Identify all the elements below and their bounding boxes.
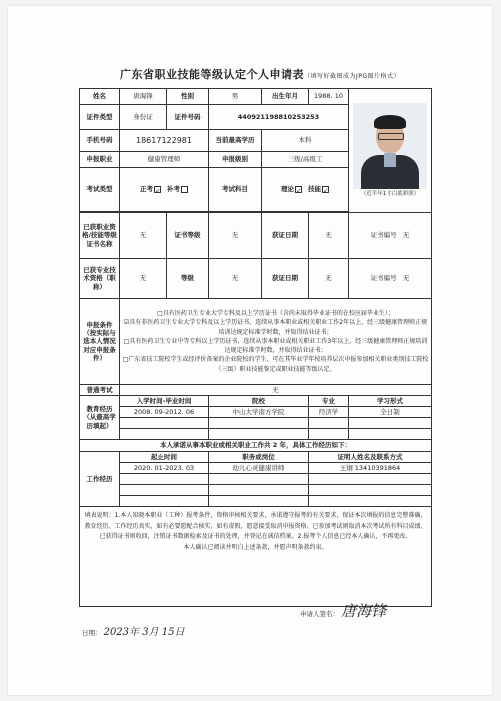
value-cert-no: 无 <box>402 231 410 240</box>
label-id-no: 证件号码 <box>167 105 209 130</box>
label-apply-level: 申报级别 <box>209 152 262 168</box>
date-label: 日期： <box>82 629 102 637</box>
work-post: 幼儿心灵健康讲师 <box>209 463 309 474</box>
value-cert-level: 无 <box>209 213 262 259</box>
value-prof-issue-date: 无 <box>309 259 349 299</box>
row-work-header <box>80 452 432 463</box>
condition-3[interactable]: □具有医药卫生专业中等专科以上学历证书，连续从事本职业或相关职业工作3年以上，经三级健康管理师正规培训达规定标准学时数，并取得结业证书； <box>123 337 428 355</box>
work-time: 2020. 01-2023. 03 <box>120 463 209 474</box>
checkbox-makeup[interactable] <box>181 186 188 193</box>
value-id-type: 身份证 <box>120 105 167 130</box>
label-id-type: 证件类型 <box>80 105 120 130</box>
row-work-4 <box>80 496 432 507</box>
label-phone: 手机号码 <box>80 130 120 152</box>
prof-cert-no-cell <box>349 259 432 299</box>
option-regular[interactable] <box>140 185 161 193</box>
applicant-sign-area <box>300 600 386 621</box>
confirm-text: 本人确认已阅读并明白上述条款，并愿声明条款约束。 <box>183 543 328 551</box>
date-value: 2023年 3月 15日 <box>103 627 185 638</box>
label-edu-history: 教育经历（从最高学历填起） <box>80 396 120 440</box>
row-edu-2 <box>80 418 432 429</box>
row-work-statement <box>80 440 432 452</box>
option-theory[interactable] <box>281 185 302 193</box>
value-prof-cert-no: 无 <box>402 274 410 283</box>
edu-header-time: 入学时间-毕业时间 <box>120 396 209 407</box>
applicant-sign-label: 申请人签名： <box>300 610 339 618</box>
row-edu-1 <box>80 407 432 418</box>
label-exam-subject: 考试科目 <box>209 168 262 212</box>
option-skill[interactable] <box>308 185 329 193</box>
row-general-exam <box>80 385 432 396</box>
edu-form: 全日制 <box>349 407 432 418</box>
label-general-exam: 普通考试 <box>80 385 120 396</box>
value-gender: 男 <box>209 89 262 105</box>
value-birth: 1988. 10 <box>309 89 349 105</box>
row-obtained-cert <box>80 213 432 259</box>
option-regular-label: 正考 <box>139 185 153 194</box>
label-work-history: 工作经历 <box>80 452 120 507</box>
row-edu-header <box>80 396 432 407</box>
label-prof-cert-no: 证书编号 <box>370 274 397 283</box>
form-title-text: 广东省职业技能等级认定个人申请表 <box>119 68 304 81</box>
option-theory-label: 理论 <box>280 185 294 194</box>
row-conditions <box>80 299 432 385</box>
applicant-signature: 唐海锋 <box>341 602 387 620</box>
form-title <box>70 66 450 82</box>
edu-time: 2008. 09-2012. 06 <box>120 407 209 418</box>
notice-text: 填表说明：1.本人知晓本职业（工种）报考条件，资格审核相关要求，承诺遵守报考的有关要求，保证本次填报的信息完整准确，教育经历、工作经历真实，如有必要愿配合核实，如有虚假，愿意接受取消申报资格、已参加考试则取消本次考试所有科目成绩、已获得证书则收回，注销证书数据检索及证书的处理，并登记在诚信档案。2.报考个人信息已经本人确认，不再更改。 <box>84 512 427 540</box>
work-header-time: 起止时间 <box>120 452 209 463</box>
value-prof-level: 无 <box>209 259 262 299</box>
value-obtained-cert: 无 <box>120 213 167 259</box>
label-apply-conditions: 申报条件（按实际与选本人情况对应申报条件） <box>80 299 120 385</box>
edu-header-major: 专业 <box>309 396 349 407</box>
exam-subject-options <box>262 168 349 212</box>
row-notice <box>80 507 432 607</box>
row-work-2 <box>80 474 432 485</box>
label-cert-level: 证书等级 <box>167 213 209 259</box>
label-name: 姓名 <box>80 89 120 105</box>
form-title-note: （填写好截图成为JPG图片格式） <box>303 73 401 80</box>
application-table <box>79 88 432 607</box>
option-makeup-label: 补考 <box>167 185 181 194</box>
checkbox-theory-checked[interactable]: ✓ <box>295 186 302 195</box>
value-issue-date: 无 <box>309 213 349 259</box>
notice-cell <box>80 507 432 607</box>
label-exam-type: 考试类型 <box>80 168 120 212</box>
label-issue-date: 获证日期 <box>262 213 309 259</box>
edu-header-school: 院校 <box>209 396 309 407</box>
date-area <box>82 623 184 638</box>
row-name <box>80 89 432 105</box>
photo-note: （近半年1寸白底彩照） <box>360 191 420 198</box>
condition-4[interactable]: □广东省技工院校学生或经评价备案的企业院校的学生，可在其毕业学年按培养层次申报参加相关职业类别技工院校（三级）职业技能鉴定或职业技能等级认定。 <box>122 356 429 373</box>
value-name: 唐海锋 <box>120 89 167 105</box>
row-obtained-prof <box>80 259 432 299</box>
cert-no-cell <box>349 213 432 259</box>
exam-type-options <box>120 168 209 212</box>
checkbox-skill-checked[interactable]: ✓ <box>323 186 329 195</box>
label-prof-level: 等级 <box>167 259 209 299</box>
label-obtained-prof: 已获专业技术资格（职称） <box>80 259 120 299</box>
condition-2-checked[interactable]: ☑具有非医药卫生专业大学专科及以上学历证书，连续从事本职业或相关职业工作2年以上，经三级健康管理师正规培训达规定标准学时数，并取得结业证书； <box>123 319 428 336</box>
row-work-1 <box>80 463 432 474</box>
label-obtained-cert: 已获职业资格/技能等级证书名称 <box>80 213 120 259</box>
conditions-list <box>120 299 432 385</box>
label-prof-issue-date: 获证日期 <box>262 259 309 299</box>
edu-major: 经济学 <box>309 407 349 418</box>
condition-1[interactable]: □具有医药卫生专业大学专科及以上学历证书（含尚未取得毕业证书的在校应届毕业生）； <box>157 309 394 317</box>
row-edu-3 <box>80 429 432 440</box>
applicant-photo <box>353 103 427 189</box>
work-header-reference: 证明人姓名及联系方式 <box>309 452 432 463</box>
value-id-no: 440921198810253253 <box>209 105 349 130</box>
value-apply-level: 三级/高级工 <box>262 152 349 168</box>
edu-school: 中山大学南方学院 <box>209 407 309 418</box>
row-work-3 <box>80 485 432 496</box>
checkbox-regular-checked[interactable]: ✓ <box>154 186 161 195</box>
work-header-post: 职务或岗位 <box>209 452 309 463</box>
value-education: 本科 <box>262 130 349 152</box>
value-general-exam: 无 <box>120 385 432 396</box>
work-statement: 本人承诺从事本职业或相关职业工作共 2 年，具体工作经历如下： <box>80 440 432 452</box>
label-gender: 性别 <box>167 89 209 105</box>
option-makeup[interactable] <box>167 185 188 193</box>
label-cert-no: 证书编号 <box>370 231 397 240</box>
value-apply-occupation: 健康管理师 <box>120 152 209 168</box>
label-education: 当前最高学历 <box>209 130 262 152</box>
label-apply-occupation: 申报职业 <box>80 152 120 168</box>
photo-cell <box>349 89 432 213</box>
value-obtained-prof: 无 <box>120 259 167 299</box>
value-phone: 18617122981 <box>120 130 209 152</box>
label-birth: 出生年月 <box>262 89 309 105</box>
option-skill-label: 技能 <box>308 185 322 194</box>
work-reference: 王炯 13410391864 <box>309 463 432 474</box>
edu-header-form: 学习形式 <box>349 396 432 407</box>
